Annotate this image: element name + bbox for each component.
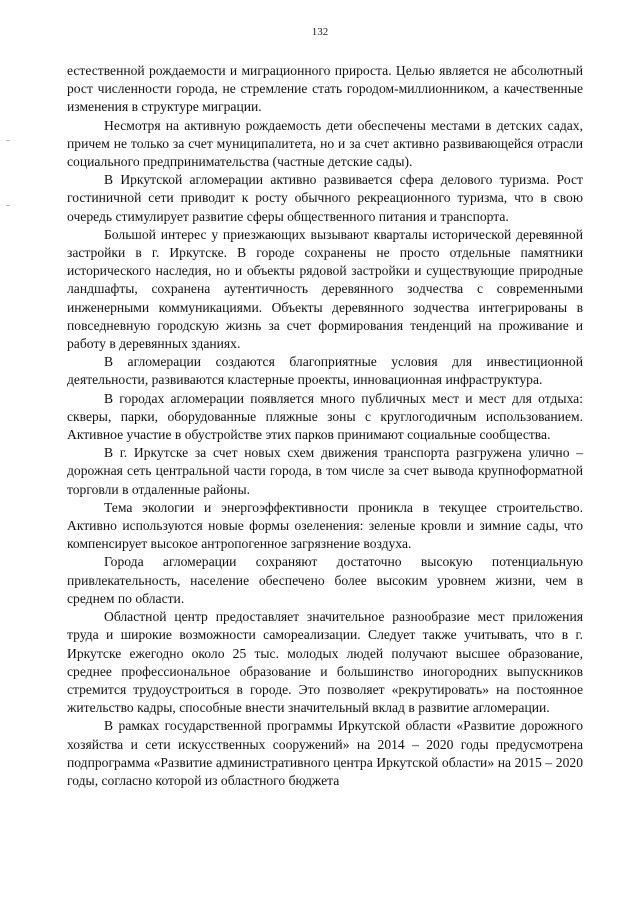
paragraph: В городах агломерации появляется много публичных мест и мест для отдыха: скверы, парки, оборудованные пляжные зоны с круглогодичным использованием. Активное участие в обустройстве этих парков принимают социальные сообщества.: [67, 390, 583, 443]
paragraph: В г. Иркутске за счет новых схем движения транспорта разгружена улично –дорожная сеть центральной части города, в том числе за счет вывода крупноформатной торговли в отдаленные районы.: [67, 445, 583, 497]
paragraph: Большой интерес у приезжающих вызывают кварталы исторической деревянной застройки в г. Иркутске. В городе сохранены не просто отдельные памятники исторического наследия, но и объекты рядовой застройки и существующие природные ландшафты, сохранена аутентичность деревянного зодчества с современными инженерными коммуникациями. Объекты деревянного зодчества интегрированы в повседневную городскую жизнь за счет формирования тенденций на проживание и работу в деревянных зданиях.: [67, 226, 583, 352]
paragraph: Города агломерации сохраняют достаточно высокую потенциальную привлекательность, население обеспечено более высоким уровнем жизни, чем в среднем по области.: [67, 554, 583, 606]
paragraph: В рамках государственной программы Иркутской области «Развитие дорожного хозяйства и сети искусственных сооружений» на 2014 – 2020 годы предусмотрена подпрограмма «Развитие административного центра Иркутской области» на 2015 – 2020 годы, согласно которой из областного бюджета: [67, 718, 583, 788]
paragraph: В Иркутской агломерации активно развивается сфера делового туризма. Рост гостиничной сети приводит к росту обычного рекреационного туризма, что в свою очередь стимулирует развитие сферы общественного питания и транспорта.: [67, 172, 583, 224]
paragraph: Тема экологии и энергоэффективности проникла в текущее строительство. Активно используются новые формы озеленения: зеленые кровли и зимние сады, что компенсирует высокое антропогенное загрязнение воздуха.: [67, 499, 583, 552]
paragraph: естественной рождаемости и миграционного прироста. Целью является не абсолютный рост численности города, не стремление стать городом-миллионником, а качественные изменения в структуре миграции.: [67, 63, 583, 115]
margin-scan-mark: [6, 140, 10, 141]
paragraph: В агломерации создаются благоприятные условия для инвестиционной деятельности, развиваются кластерные проекты, инновационная инфраструктура.: [67, 354, 583, 388]
page-number: 132: [311, 26, 329, 38]
paragraph: Областной центр предоставляет значительное разнообразие мест приложения труда и широкие возможности самореализации. Следует также учитывать, что в г. Иркутске ежегодно около 25 тыс. молодых людей получают высшее образование, среднее профессиональное образование и большинство иногородних выпускников стремится трудоустроиться в городе. Это позволяет «рекрутировать» на постоянное жительство кадры, способные внести значительный вклад в развитие агломерации.: [67, 609, 583, 716]
document-body: [67, 62, 583, 790]
paragraph: Несмотря на активную рождаемость дети обеспечены местами в детских садах, причем не только за счет муниципалитета, но и за счет активно развивающейся отрасли социального предпринимательства (частные детские сады).: [67, 117, 583, 170]
margin-scan-mark: [6, 205, 10, 206]
